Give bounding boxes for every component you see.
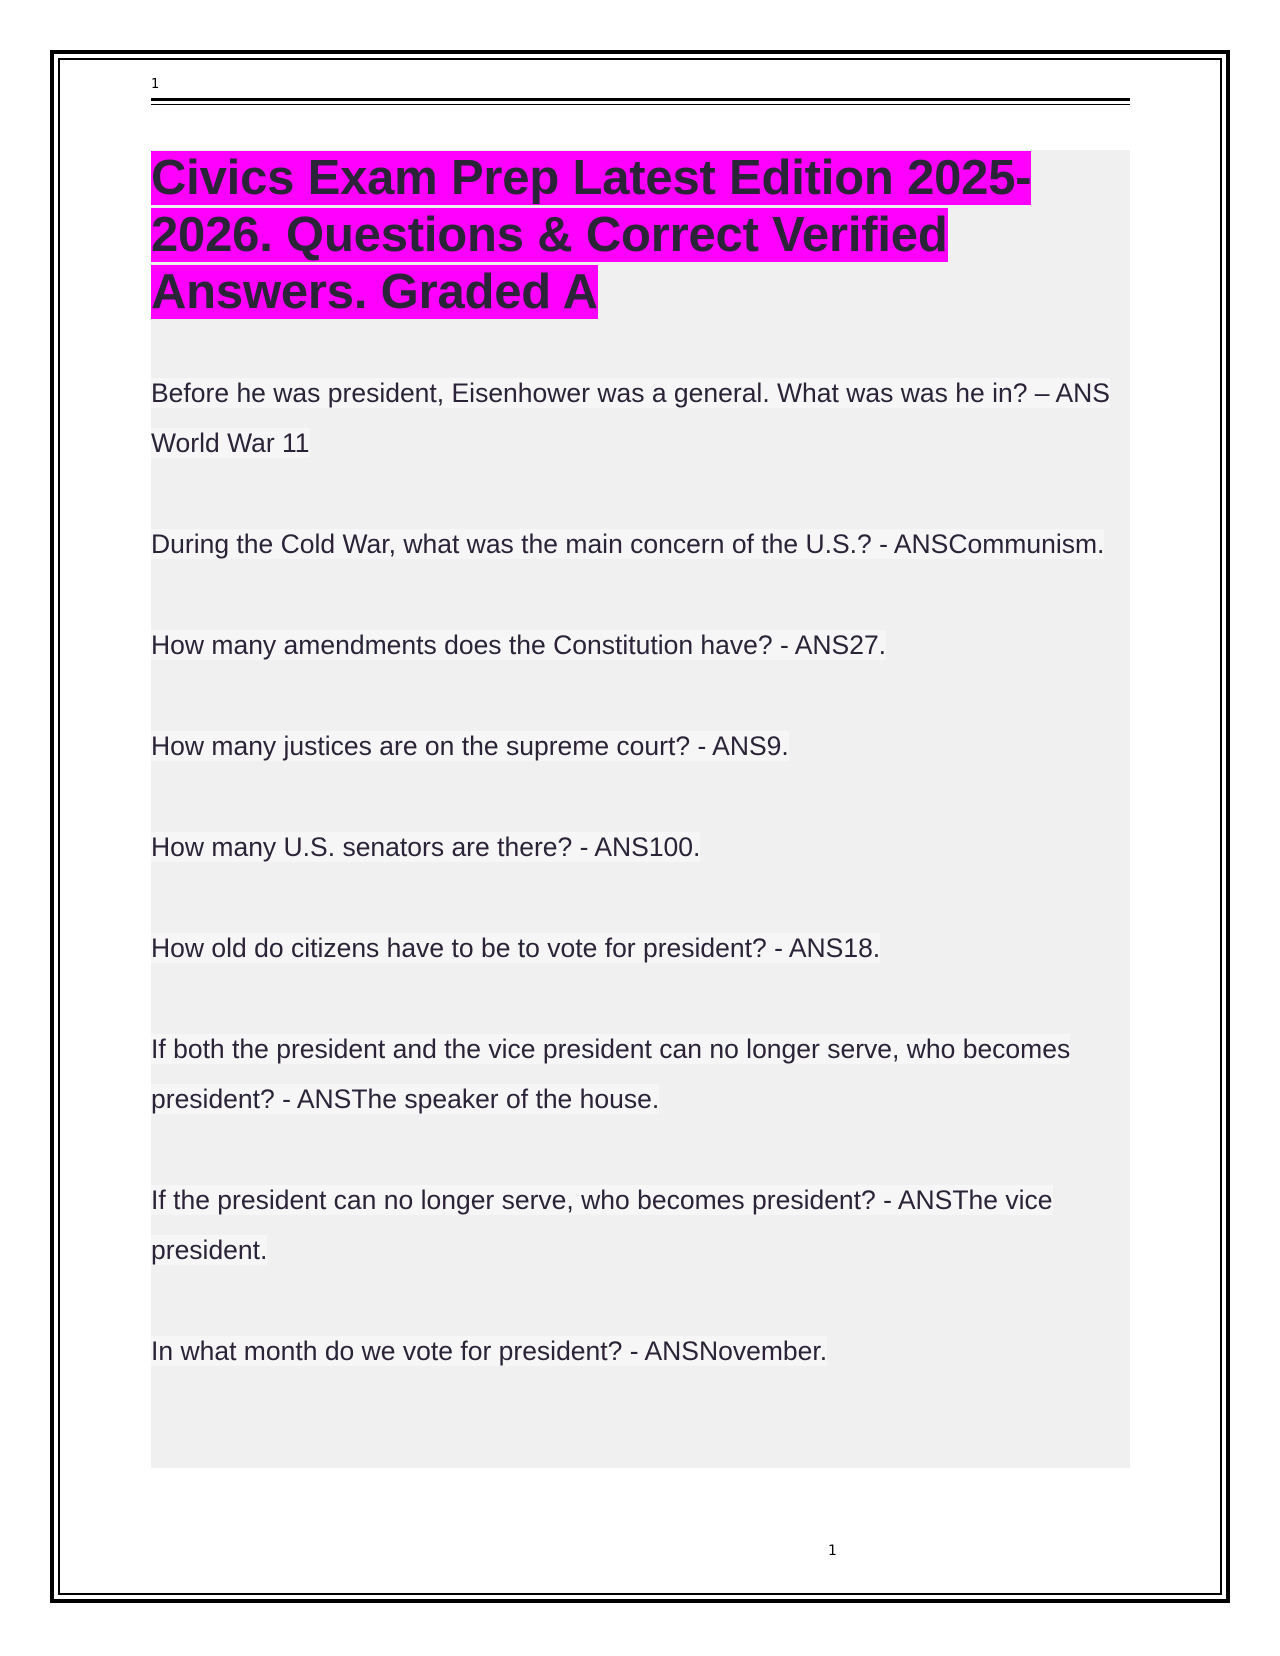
document-title-text: Civics Exam Prep Latest Edition 2025-2026. Questions & Correct Verified Answers. Graded A — [151, 151, 1032, 319]
document-content — [151, 150, 1130, 1468]
qa-item — [151, 519, 1130, 569]
qa-item-text: How old do citizens have to be to vote for president? - ANS18. — [151, 933, 881, 963]
qa-item-text: How many U.S. senators are there? - ANS100. — [151, 832, 701, 862]
qa-item — [151, 822, 1130, 872]
qa-item-text: If both the president and the vice president can no longer serve, who becomes president? - ANSThe speaker of the house. — [151, 1034, 1071, 1114]
document-title — [151, 150, 1130, 321]
qa-item-text: If the president can no longer serve, who becomes president? - ANSThe vice president. — [151, 1185, 1053, 1265]
qa-item-text: Before he was president, Eisenhower was a general. What was was he in? – ANS World War 11 — [151, 378, 1110, 458]
qa-item — [151, 923, 1130, 973]
header-rule-thick — [151, 98, 1130, 101]
qa-list — [151, 368, 1130, 1427]
qa-item-text: During the Cold War, what was the main concern of the U.S.? - ANSCommunism. — [151, 529, 1105, 559]
header-rule-thin — [151, 104, 1130, 105]
header-page-number: 1 — [151, 77, 160, 92]
qa-item-text: How many amendments does the Constitution have? - ANS27. — [151, 630, 887, 660]
qa-item — [151, 368, 1130, 468]
qa-item — [151, 1326, 1130, 1376]
footer-page-number: 1 — [828, 1543, 837, 1559]
qa-item — [151, 620, 1130, 670]
qa-item — [151, 1175, 1130, 1275]
qa-item-text: In what month do we vote for president? - ANSNovember. — [151, 1336, 828, 1366]
qa-item — [151, 721, 1130, 771]
qa-item — [151, 1024, 1130, 1124]
qa-item-text: How many justices are on the supreme court? - ANS9. — [151, 731, 789, 761]
